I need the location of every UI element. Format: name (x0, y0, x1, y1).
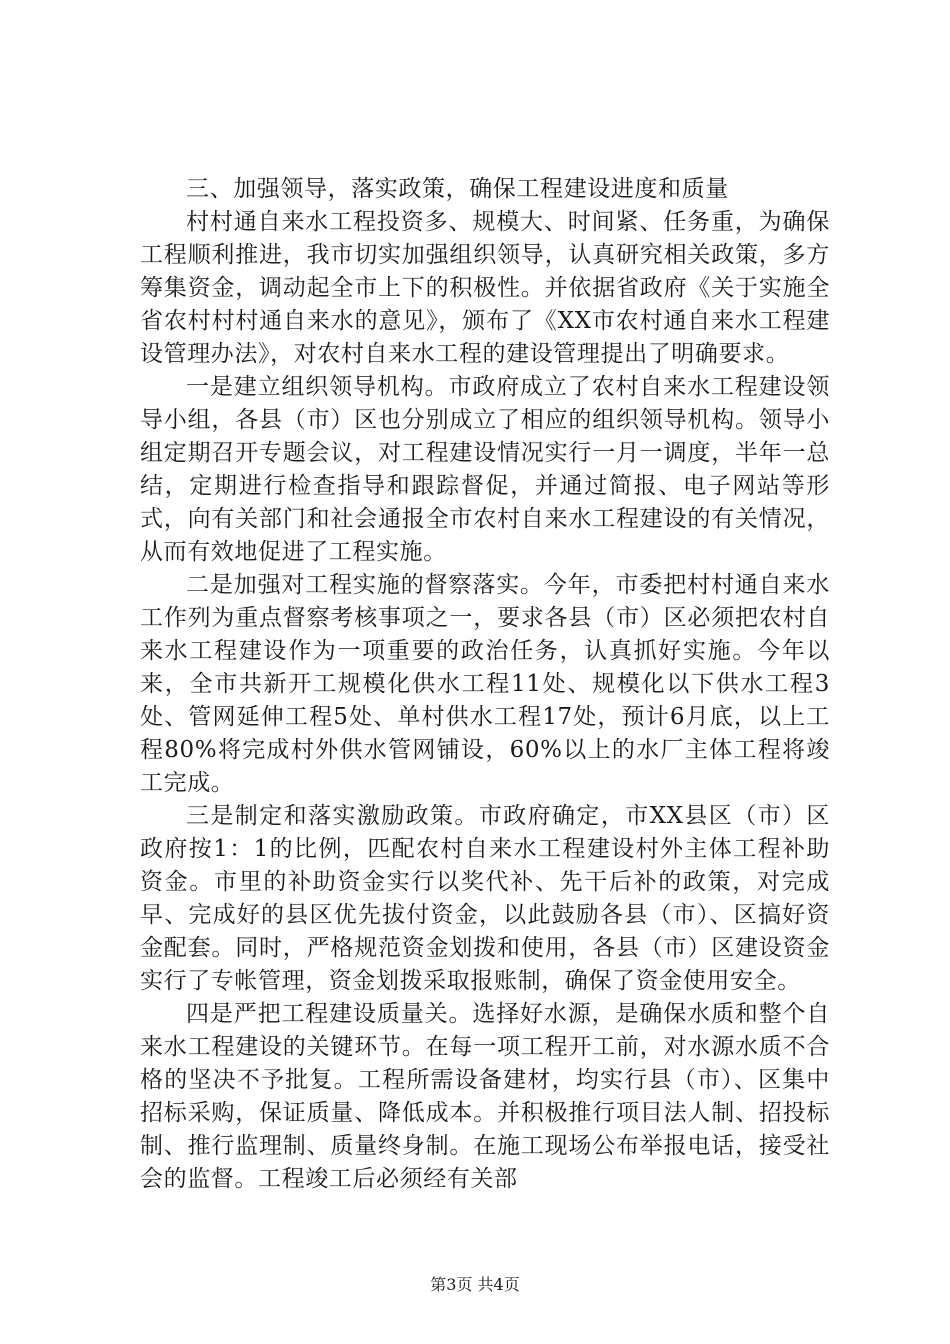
section-heading: 三、加强领导，落实政策，确保工程建设进度和质量 (186, 176, 729, 202)
paragraph-intro: 村村通自来水工程投资多、规模大、时间紧、任务重，为确保工程顺利推进，我市切实加强组织领导，认真研究相关政策，多方筹集资金，调动起全市上下的积极性。并依据省政府《关于实施全省农村村村通自来水的意见》，颁布了《XX市农村通自来水工程建设管理办法》，对农村自来水工程的建设管理提出了明确要求。 (140, 209, 830, 367)
paragraph-supervision: 二是加强对工程实施的督察落实。今年，市委把村村通自来水工作列为重点督察考核事项之一，要求各县（市）区必须把农村自来水工程建设作为一项重要的政治任务，认真抓好实施。今年以来，全市共新开工规模化供水工程11处、规模化以下供水工程3处、管网延伸工程5处、单村供水工程17处，预计6月底，以上工程80%将完成村外供水管网铺设，60%以上的水厂主体工程将竣工完成。 (140, 572, 830, 796)
page-number-footer: 第3页 共4页 (430, 1275, 520, 1294)
paragraph-quality: 四是严把工程建设质量关。选择好水源，是确保水质和整个自来水工程建设的关键环节。在每一项工程开工前，对水源水质不合格的坚决不予批复。工程所需设备建材，均实行县（市）、区集中招标采购，保证质量、降低成本。并积极推行项目法人制、招投标制、推行监理制、质量终身制。在施工现场公布举报电话，接受社会的监督。工程竣工后必须经有关部 (140, 1001, 830, 1192)
paragraph-organization: 一是建立组织领导机构。市政府成立了农村自来水工程建设领导小组，各县（市）区也分别成立了相应的组织领导机构。领导小组定期召开专题会议，对工程建设情况实行一月一调度，半年一总结，定期进行检查指导和跟踪督促，并通过简报、电子网站等形式，向有关部门和社会通报全市农村自来水工程建设的有关情况，从而有效地促进了工程实施。 (140, 374, 830, 565)
paragraph-incentive: 三是制定和落实激励政策。市政府确定，市XX县区（市）区政府按1：1的比例，匹配农村自来水工程建设村外主体工程补助资金。市里的补助资金实行以奖代补、先干后补的政策，对完成早、完成好的县区优先拔付资金，以此鼓励各县（市）、区搞好资金配套。同时，严格规范资金划拨和使用，各县（市）区建设资金实行了专帐管理，资金划拨采取报账制，确保了资金使用安全。 (140, 803, 830, 994)
document-body (140, 173, 830, 1196)
